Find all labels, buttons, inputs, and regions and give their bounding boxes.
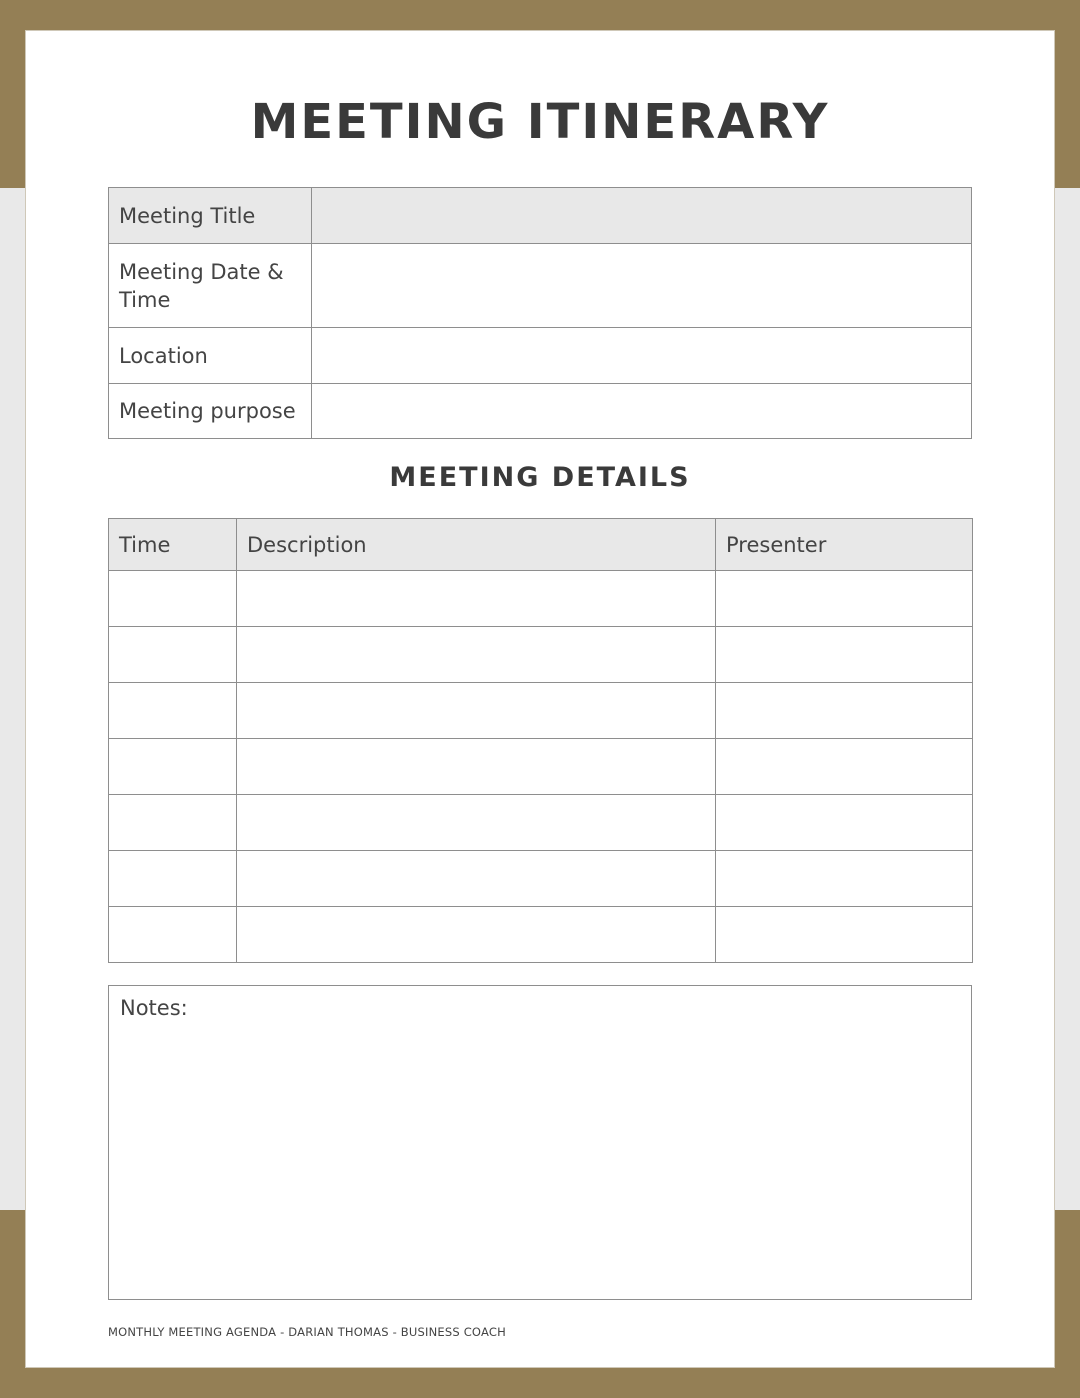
column-header-time: Time <box>109 519 237 571</box>
time-cell[interactable] <box>109 795 237 851</box>
description-cell[interactable] <box>237 739 716 795</box>
info-label-meeting-title: Meeting Title <box>109 188 312 244</box>
meeting-title-field[interactable] <box>312 188 972 244</box>
time-cell[interactable] <box>109 627 237 683</box>
table-row <box>109 851 973 907</box>
time-cell[interactable] <box>109 851 237 907</box>
page-title: MEETING ITINERARY <box>250 94 830 150</box>
time-cell[interactable] <box>109 907 237 963</box>
description-cell[interactable] <box>237 627 716 683</box>
info-row-meeting-title <box>109 188 972 244</box>
info-label-location: Location <box>109 328 312 384</box>
column-header-description: Description <box>237 519 716 571</box>
description-cell[interactable] <box>237 907 716 963</box>
meeting-info-table <box>108 187 972 439</box>
table-row <box>109 739 973 795</box>
description-cell[interactable] <box>237 795 716 851</box>
table-row <box>109 627 973 683</box>
presenter-cell[interactable] <box>716 739 973 795</box>
footer-text: MONTHLY MEETING AGENDA - DARIAN THOMAS - BUSINESS COACH <box>108 1325 506 1339</box>
presenter-cell[interactable] <box>716 907 973 963</box>
time-cell[interactable] <box>109 571 237 627</box>
presenter-cell[interactable] <box>716 683 973 739</box>
info-row-location <box>109 328 972 384</box>
notes-label: Notes: <box>120 996 188 1020</box>
location-field[interactable] <box>312 328 972 384</box>
table-row <box>109 683 973 739</box>
time-cell[interactable] <box>109 683 237 739</box>
description-cell[interactable] <box>237 851 716 907</box>
time-cell[interactable] <box>109 739 237 795</box>
presenter-cell[interactable] <box>716 571 973 627</box>
table-row <box>109 907 973 963</box>
info-row-meeting-purpose <box>109 384 972 439</box>
info-label-meeting-purpose: Meeting purpose <box>109 384 312 439</box>
description-cell[interactable] <box>237 571 716 627</box>
presenter-cell[interactable] <box>716 795 973 851</box>
column-header-presenter: Presenter <box>716 519 973 571</box>
info-row-meeting-date-time <box>109 244 972 328</box>
meeting-purpose-field[interactable] <box>312 384 972 439</box>
table-row <box>109 571 973 627</box>
meeting-date-time-field[interactable] <box>312 244 972 328</box>
info-label-meeting-date-time: Meeting Date & Time <box>109 244 312 328</box>
meeting-details-heading: MEETING DETAILS <box>389 462 691 493</box>
meeting-details-table <box>108 518 973 963</box>
description-cell[interactable] <box>237 683 716 739</box>
presenter-cell[interactable] <box>716 627 973 683</box>
notes-box[interactable] <box>108 985 972 1300</box>
details-header-row <box>109 519 973 571</box>
table-row <box>109 795 973 851</box>
presenter-cell[interactable] <box>716 851 973 907</box>
